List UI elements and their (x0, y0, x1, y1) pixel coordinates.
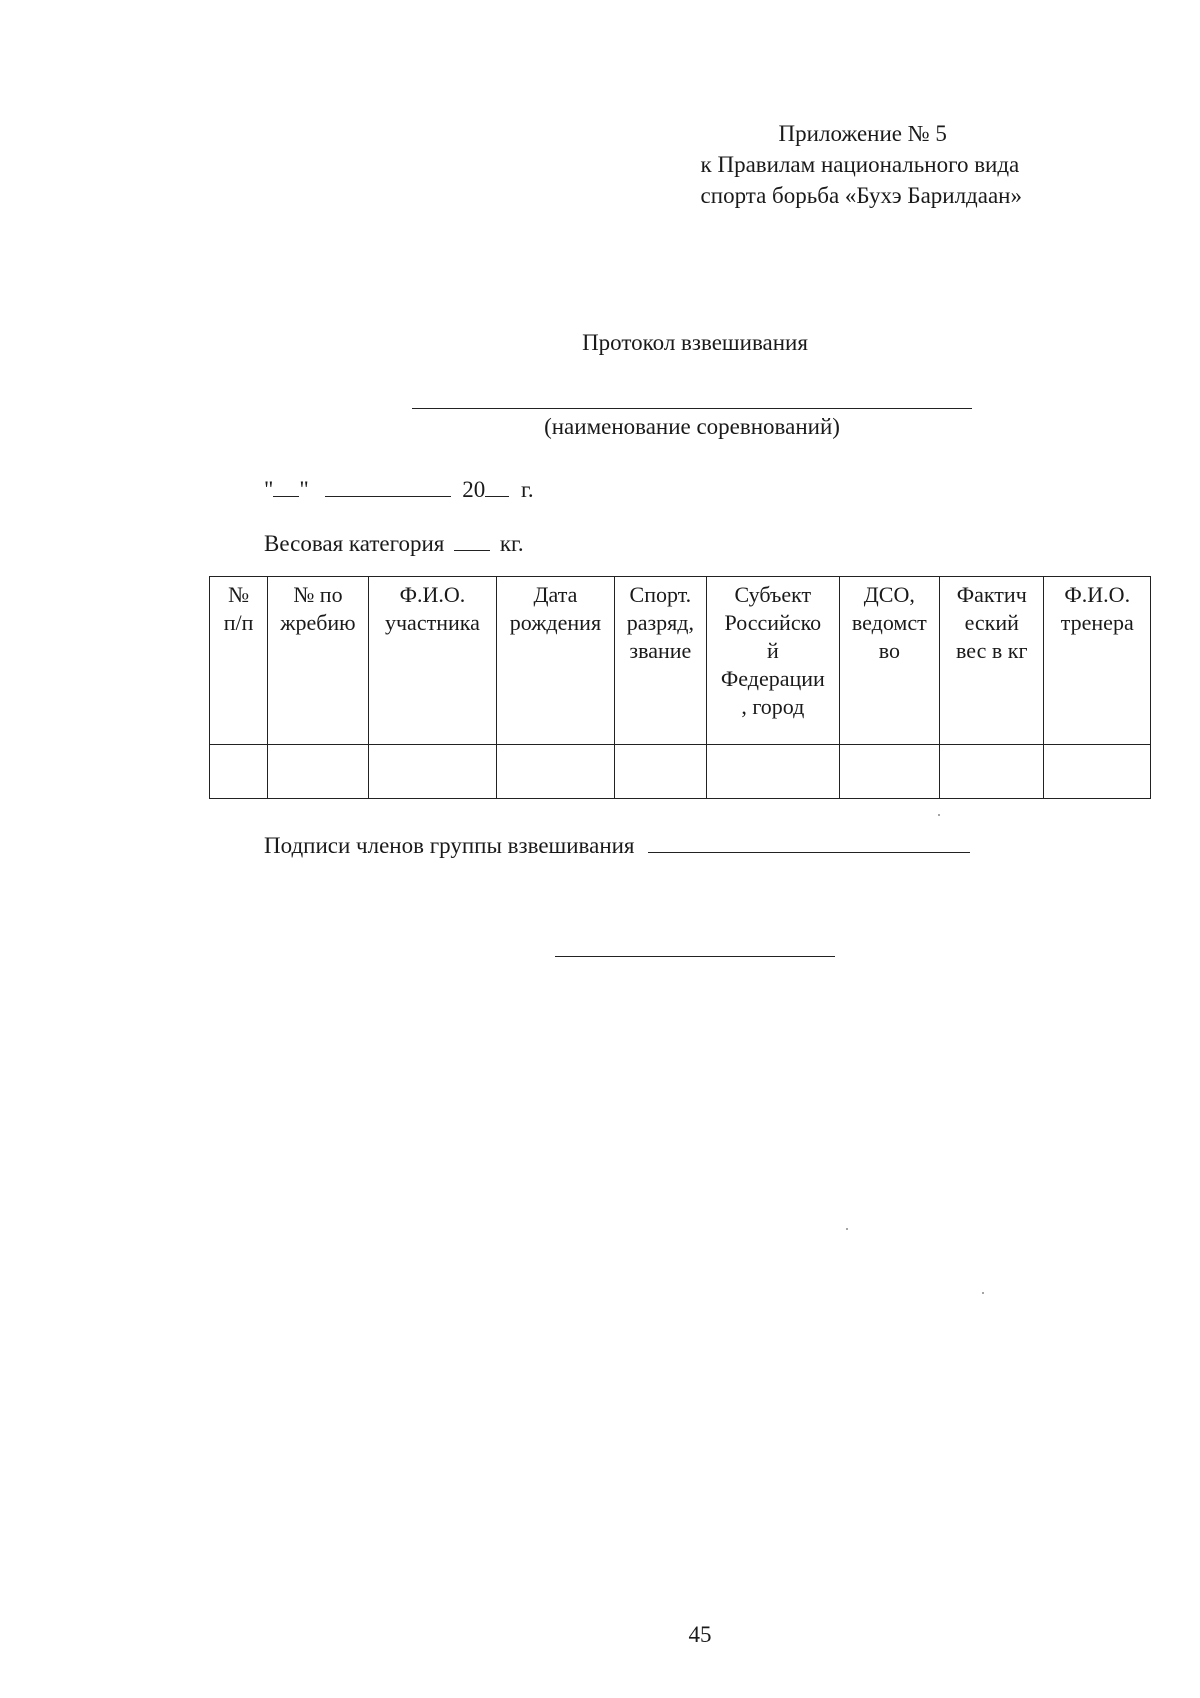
date-quote-open: " (264, 477, 274, 502)
table-cell (497, 745, 614, 799)
header-draw-number: № по жребию (268, 577, 368, 745)
competition-name-blank-line (412, 408, 972, 409)
document-title: Протокол взвешивания (582, 330, 808, 355)
competition-name-caption: (наименование соревнований) (544, 414, 840, 439)
table-header-row (210, 577, 1151, 745)
table-cell (1044, 745, 1151, 799)
weight-category-label: Весовая категория (264, 531, 445, 556)
header-coach-name: Ф.И.О. тренера (1044, 577, 1151, 745)
weight-category-blank (454, 530, 490, 551)
table-cell (210, 745, 268, 799)
header-birth-date: Дата рождения (497, 577, 614, 745)
page-number: 45 (688, 1622, 712, 1647)
header-participant-name: Ф.И.О. участника (368, 577, 497, 745)
date-year-prefix: 20 (462, 477, 486, 502)
appendix-number: Приложение № 5 (778, 121, 947, 146)
table-cell (707, 745, 840, 799)
weight-category-unit: кг. (499, 531, 524, 556)
table-cell (368, 745, 497, 799)
header-actual-weight: Фактич еский вес в кг (940, 577, 1044, 745)
header-number: № п/п (210, 577, 268, 745)
weighing-table (209, 576, 1151, 799)
table-row (210, 745, 1151, 799)
appendix-sport-name: спорта борьба «Бухэ Барилдаан» (700, 183, 1022, 208)
date-day-blank (273, 476, 299, 497)
table-cell (268, 745, 368, 799)
signature-blank-line (555, 956, 835, 957)
appendix-rules-reference: к Правилам национального вида (700, 152, 1020, 177)
date-month-blank (325, 476, 451, 497)
weight-category-line (264, 530, 524, 557)
scan-speck (846, 1228, 848, 1230)
date-year-blank (485, 476, 509, 497)
date-quote-close: " (299, 477, 309, 502)
date-line (264, 476, 534, 503)
scan-speck (982, 1292, 984, 1294)
table-cell (614, 745, 706, 799)
table-cell (839, 745, 939, 799)
signatures-blank (648, 832, 970, 853)
appendix-header (701, 118, 1022, 211)
date-year-suffix: г. (521, 477, 534, 502)
signatures-label: Подписи членов группы взвешивания (264, 833, 635, 858)
signatures-line (264, 832, 970, 859)
table-cell (940, 745, 1044, 799)
header-sport-rank: Спорт. разряд, звание (614, 577, 706, 745)
header-region-city: Субъект Российско й Федерации , город (707, 577, 840, 745)
header-sport-society: ДСО, ведомст во (839, 577, 939, 745)
scan-speck (938, 814, 940, 816)
